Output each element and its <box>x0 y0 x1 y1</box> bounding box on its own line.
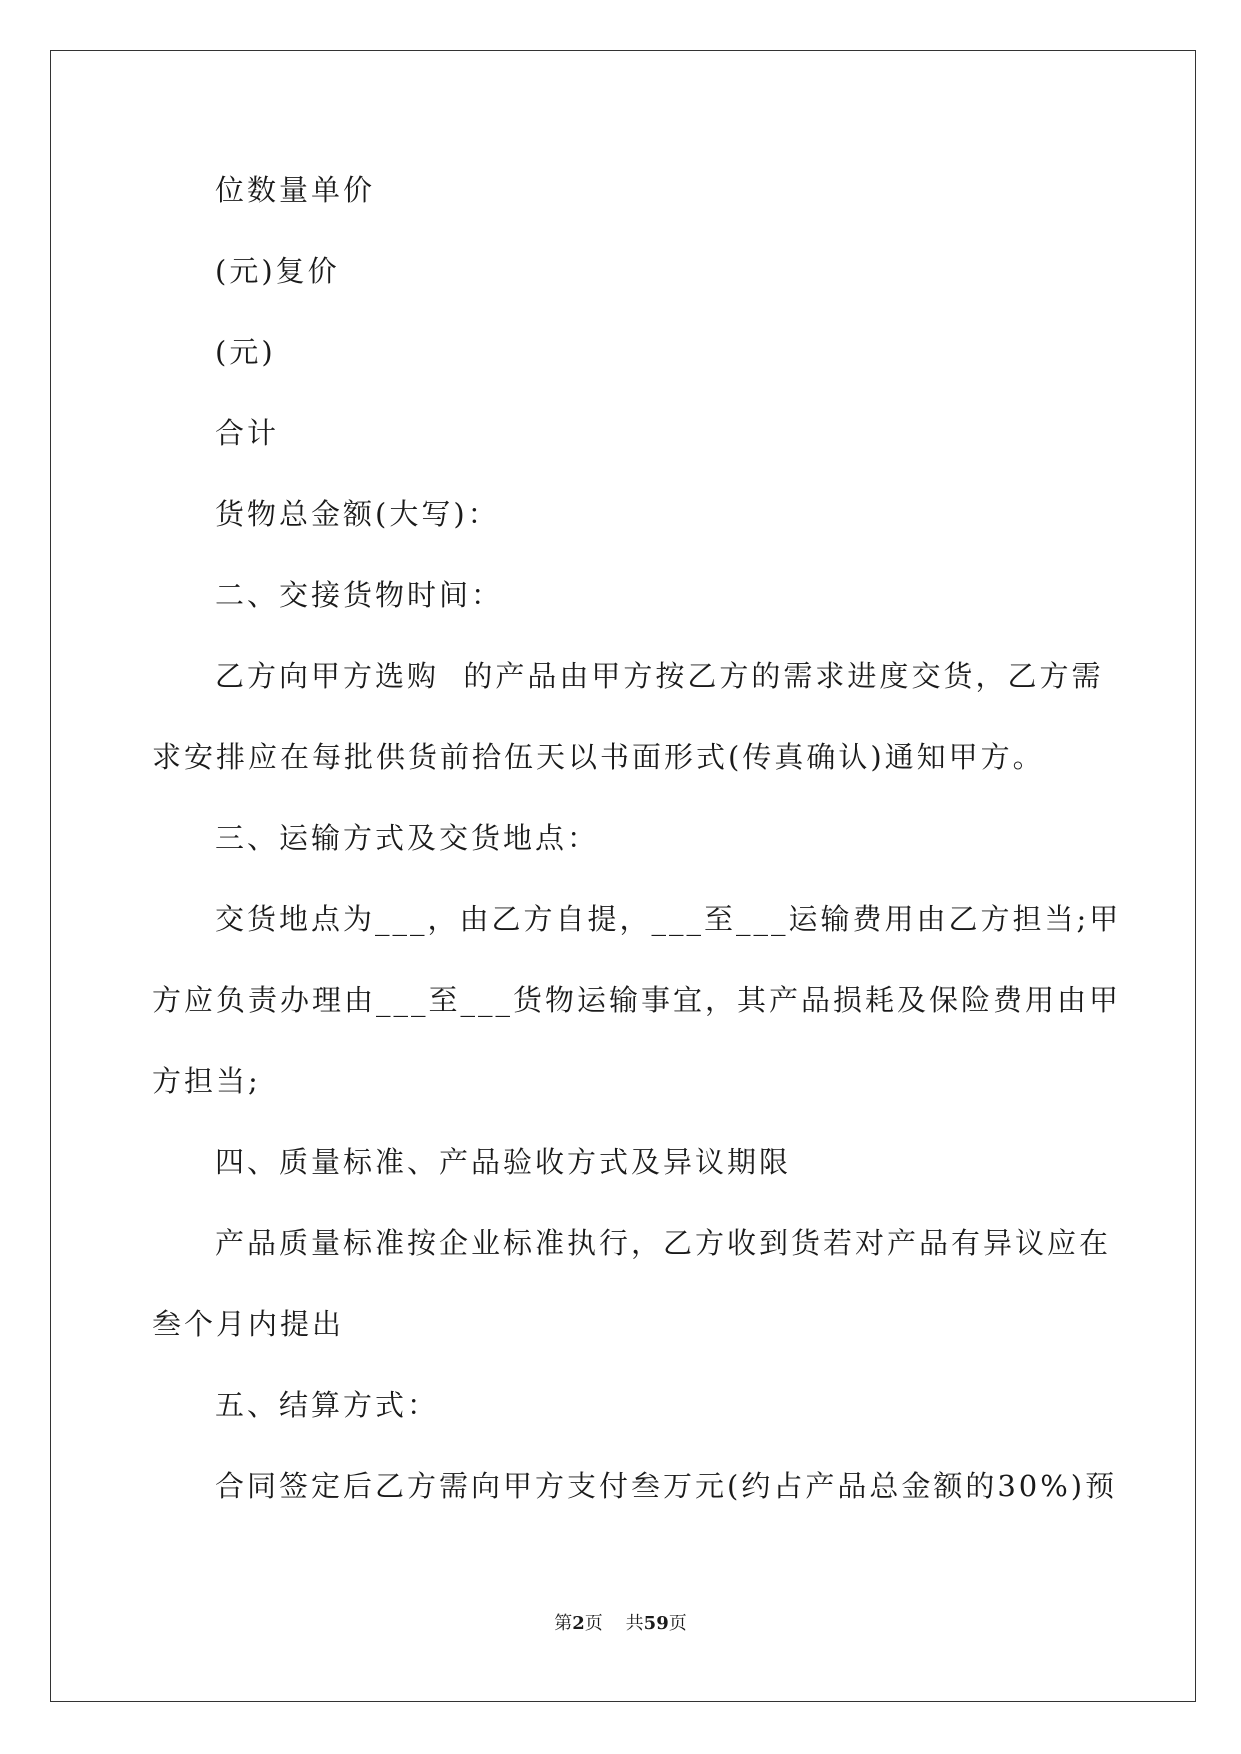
text-line: 位数量单价 <box>215 173 376 207</box>
section-heading: 三、运输方式及交货地点： <box>215 821 600 855</box>
text-line: 乙方向甲方选购 的产品由甲方按乙方的需求进度交货，乙方需 <box>215 659 1104 693</box>
footer-prefix: 第 <box>554 1613 573 1634</box>
text-line: 交货地点为___，由乙方自提，___至___运输费用由乙方担当;甲 <box>215 902 1122 936</box>
text-line: 货物总金额(大写)： <box>215 497 500 531</box>
section-heading: 二、交接货物时间： <box>215 578 504 612</box>
footer-mid: 页 共 <box>584 1613 644 1634</box>
page-footer <box>0 1612 1241 1636</box>
section-heading: 四、质量标准、产品验收方式及异议期限 <box>215 1145 792 1179</box>
text-line: (元) <box>215 335 276 369</box>
page-number: 2 <box>572 1613 585 1634</box>
text-line: (元)复价 <box>215 254 340 288</box>
total-pages: 59 <box>643 1613 669 1634</box>
section-heading: 五、结算方式： <box>215 1388 440 1422</box>
text-line: 方担当; <box>152 1064 261 1098</box>
text-line: 求安排应在每批供货前拾伍天以书面形式(传真确认)通知甲方。 <box>152 740 1045 774</box>
footer-suffix: 页 <box>668 1613 687 1634</box>
text-line: 叁个月内提出 <box>152 1307 345 1341</box>
page-border <box>50 50 1196 1702</box>
text-line: 合同签定后乙方需向甲方支付叁万元(约占产品总金额的30%)预 <box>215 1469 1118 1503</box>
text-line: 合计 <box>215 416 280 450</box>
text-line: 方应负责办理由___至___货物运输事宜，其产品损耗及保险费用由甲 <box>152 983 1122 1017</box>
text-line: 产品质量标准按企业标准执行，乙方收到货若对产品有异议应在 <box>215 1226 1112 1260</box>
